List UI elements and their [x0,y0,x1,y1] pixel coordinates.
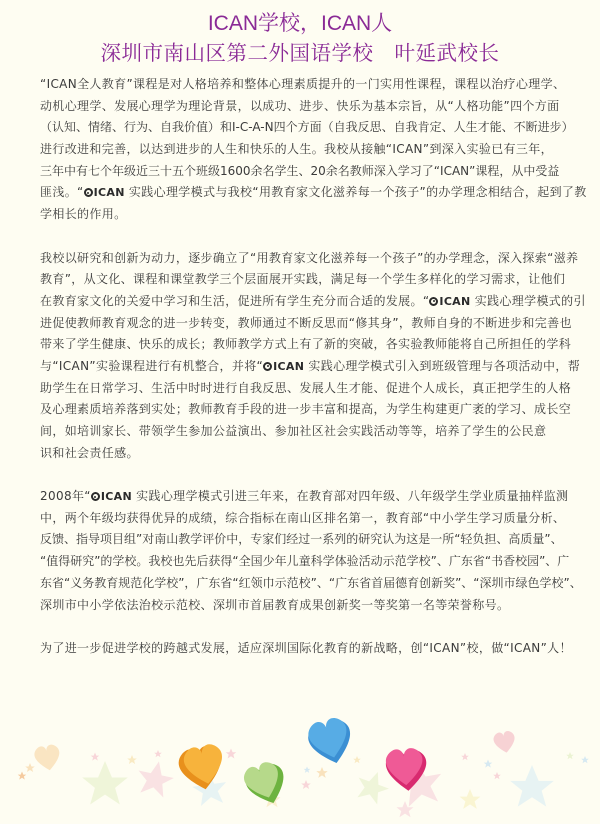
ican-ring-icon [429,297,438,306]
ican-logo-text: ICAN [439,294,471,308]
text-line: “值得研究”的学校。我校也先后获得“全国少年儿童科学体验活动示范学校”、广东省“书香校园”、广 [40,554,570,569]
ican-ring-icon [263,362,272,371]
ican-logo [429,291,470,313]
text-line: （认知、情绪、行为、自我价值）和I-C-A-N四个方面（自我反思、自我肯定、人生才能、不断进步） [40,120,574,135]
text-segment: 与“ICAN”实验课程进行有机整合，并将“ [40,358,264,373]
text-line: 反馈、指导项目组”对南山教学评价中，专家们经过一系列的研究认为这是一所“轻负担、高质量”、 [40,532,563,547]
text-segment: 实践心理学模式引入到班级管理与各项活动中，帮 [308,358,581,373]
star-icon [82,757,554,817]
paragraph-2 [40,248,586,465]
text-line: 学相长的作用。 [40,207,127,222]
ican-logo [91,486,132,508]
text-line: 带来了学生健康、快乐的成长；教师教学方式上有了新的突破，各实验教师能将自己所担任的学科 [40,337,572,352]
text-segment: 2008年“ [40,489,91,504]
text-line [40,291,586,313]
text-line [40,182,587,204]
text-line: 助学生在日常学习、生活中时时进行自我反思、发展人生才能、促进个人成长，真正把学生的人格 [40,380,572,395]
text-line: 识和社会责任感。 [40,445,139,460]
paragraph-1 [40,74,587,226]
ican-ring-icon [91,492,100,501]
text-line: “ICAN全人教育”课程是对人格培养和整体心理素质提升的一门实用性课程，课程以治疗心理学、 [40,77,566,91]
faded-pink-heart-icon [492,730,517,755]
text-line: 间，如培训家长、带领学生参加公益演出、参加社区社会实践活动等等，培养了学生的公民意 [40,424,547,438]
text-line [40,356,581,378]
paragraph-3 [40,486,582,616]
text-line [40,486,569,508]
page-title: ICAN学校，ICAN人 [207,12,393,35]
text-segment: 实践心理学模式的引 [474,293,586,308]
ican-logo-text: ICAN [273,359,305,373]
faded-orange-heart-icon [33,743,62,772]
paragraph-4 [40,638,572,660]
text-line: 进促使教师教育观念的进一步转变，教师通过不断反思而“修其身”，教师自身的不断进步和完善也 [40,315,572,330]
text-line: 深圳市中小学依法治校示范校、深圳市首届教育成果创新奖一等奖第一名等荣誉称号。 [40,597,510,612]
title-block [0,10,600,68]
ican-logo [263,356,304,378]
green-heart-icon [241,759,292,810]
page-subtitle: 深圳市南山区第二外国语学校 叶延武校长 [100,41,500,65]
text-segment: 实践心理学模式与我校“用教育家文化滋养每一个孩子”的办学理念相结合，起到了教 [128,185,587,200]
text-line: 我校以研究和创新为动力，逐步确立了“用教育家文化滋养每一个孩子”的办学理念，深入探索“滋养 [40,250,579,265]
text-line: 三年中有七个年级近三十五个班级1600余名学生、20余名教师深入学习了“ICAN”课程，从中受益 [40,163,560,178]
text-line: 动机心理学、发展心理学为理论背景，以成功、进步、快乐为基本宗旨，从“人格功能”四个方面 [40,98,560,113]
text-line: 为了进一步促进学校的跨越式发展，适应深圳国际化教育的新战略，创“ICAN”校，做“ICAN”人！ [40,640,572,655]
text-line: 及心理素质培养落到实处；教师教育手段的进一步丰富和提高，为学生构建更广袤的学习、成长空 [40,402,572,417]
article-body [40,74,587,681]
ican-logo [84,182,125,204]
text-line: 进行改进和完善，以达到进步的人生和快乐的人生。我校从接触“ICAN”到深入实验已有三年， [40,142,553,157]
text-segment: 实践心理学模式引进三年来，在教育部对四年级、八年级学生学业质量抽样监测 [136,489,569,504]
decorative-hearts-stars [0,680,600,824]
blue-heart-icon [305,715,357,768]
text-segment: 匪浅。“ [40,185,84,200]
text-segment: 在教育家文化的关爱中学习和生活，促进所有学生充分而合适的发展。“ [40,293,430,308]
text-line: 教育”，从文化、课程和课堂教学三个层面展开实践，满足每一个学生多样化的学习需求，让他们 [40,272,566,287]
ican-logo-text: ICAN [93,186,125,200]
ican-ring-icon [84,188,93,197]
text-line: 东省“义务教育规范化学校”，广东省“红领巾示范校”、“广东省首届德育创新奖”、“深圳市绿色学校”、 [40,575,582,590]
ican-logo-text: ICAN [100,490,132,504]
text-line: 中，两个年级均获得优异的成绩，综合指标在南山区排名第一，教育部“中小学生学习质量分析、 [40,510,566,525]
